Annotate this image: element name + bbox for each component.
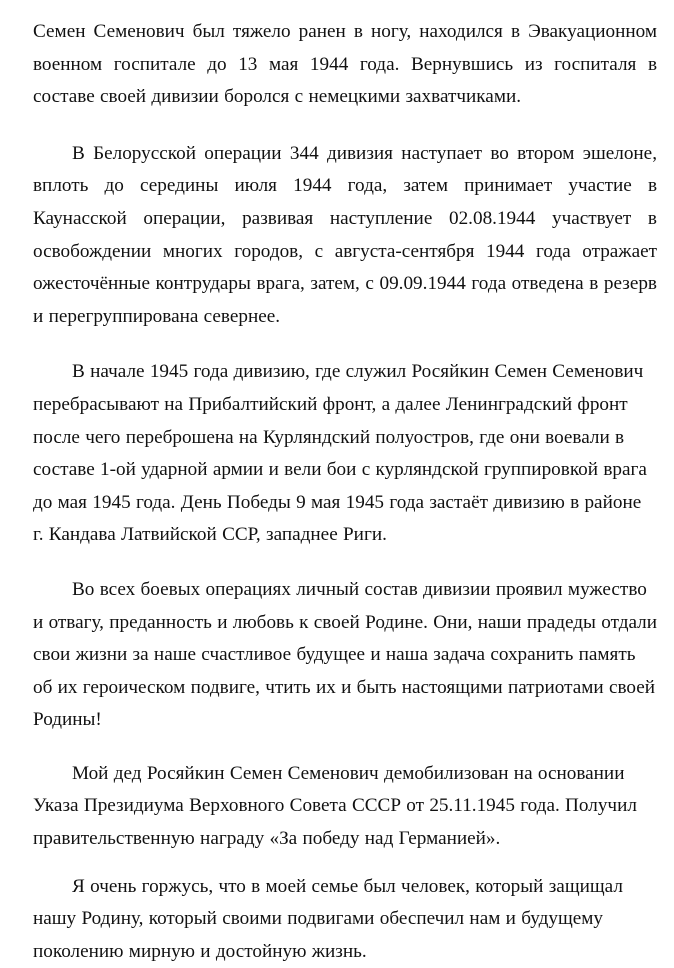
document-page (33, 16, 657, 968)
paragraph-belarus-operation: В Белорусской операции 344 дивизия наступает во втором эшелоне, вплоть до середины июля 1944 года, затем принимает участие в Каунасской операции, развивая наступление 02.08.1944 участвует в освобождении многих городов, с августа-сентября 1944 года отражает ожесточённые контрудары врага, затем, с 09.09.1944 года отведена в резерв и перегруппирована севернее. (33, 142, 657, 327)
paragraph-wounded-hospital: Семен Семенович был тяжело ранен в ногу, находился в Эвакуационном военном госпитале до 13 мая 1944 года. Вернувшись из госпиталя в составе своей дивизии боролся с немецкими захватчиками. (33, 21, 657, 108)
paragraph-demobilization: Мой дед Росяйкин Семен Семенович демобилизован на основании Указа Президиума Верховного Совета СССР от 25.11.1945 года. Получил правительственную награду «За победу над Германией». (33, 762, 637, 850)
paragraph-courland-peninsula: В начале 1945 года дивизию, где служил Росяйкин Семен Семенович перебрасывают на Прибалтийский фронт, а далее Ленинградский фронт после чего переброшена на Курляндский полуостров, где они воевали в составе 1-ой ударной армии и вели бои с курляндской группировкой врага до мая 1945 года. День Победы 9 мая 1945 года застаёт дивизию в районе г. Кандава Латвийской ССР, западнее Риги. (33, 361, 647, 546)
paragraph-pride: Я очень горжусь, что в моей семье был человек, который защищал нашу Родину, который своими подвигами обеспечил нам и будущему поколению мирную и достойную жизнь. (33, 875, 623, 962)
paragraph-courage: Во всех боевых операциях личный состав дивизии проявил мужество и отвагу, преданность и любовь к своей Родине. Они, наши прадеды отдали свои жизни за наше счастливое будущее и наша задача сохранить память об их героическом подвиге, чтить их и быть настоящими патриотами своей Родины! (33, 578, 657, 731)
